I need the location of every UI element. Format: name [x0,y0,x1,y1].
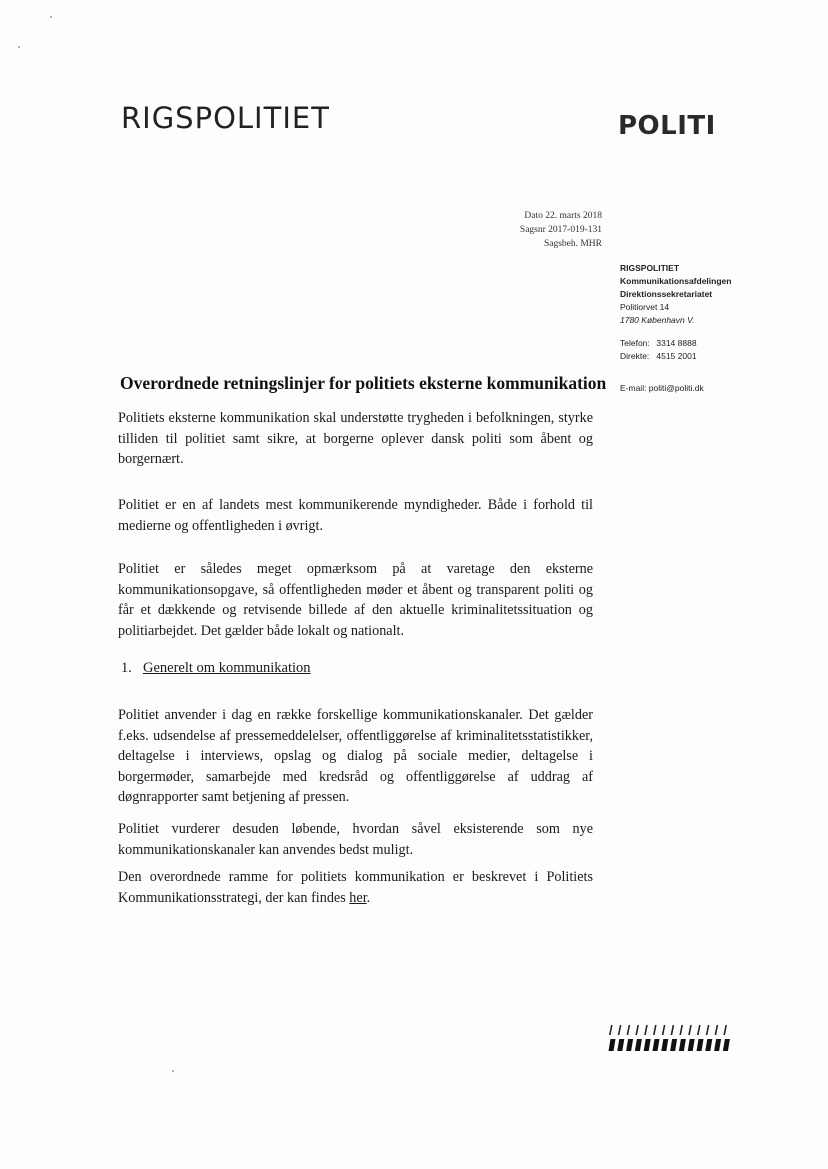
scan-speck [18,46,20,48]
direct-phone-label: Direkte: [620,351,650,361]
intro-paragraph-3: Politiet er således meget opmærksom på at varetage den eksterne kommunikationsopgave, så offentligheden møder et åbent og transparent politi og får et dækkende og retvisende billede af den aktuelle kriminalitetssituation og politiarbejdet. Det gælder både lokalt og nationalt. [118,561,593,639]
stripe-thick [688,1039,695,1051]
scan-speck [50,16,52,18]
stripe-thin [627,1025,631,1035]
section-paragraph-3 [118,867,593,908]
section-paragraph-1: Politiet anvender i dag en række forskellige kommunikationskanaler. Det gælder f.eks. udsendelse af pressemeddelelser, offentliggørelse af kriminalitetsstatistikker, deltagelse i interviews, opslag og dialog på sociale medier, deltagelse i borgermøder, samarbejde med kredsråd og offentliggørelse af uddrag af døgnrapporter samt betjening af pressen. [118,707,593,805]
stripe-thick [617,1039,624,1051]
document-title: Overordnede retningslinjer for politiets eksterne kommunikation [120,373,607,393]
sender-department: Kommunikationsafdelingen [620,276,732,286]
stripe-thick [653,1039,660,1051]
stripe-thick [661,1039,668,1051]
scan-speck [172,1070,174,1072]
stripe-thin [697,1025,701,1035]
strategy-link[interactable]: her [349,889,367,906]
sender-email: E-mail: politi@politi.dk [620,383,704,393]
stripe-thick [644,1039,651,1051]
stripe-thin [671,1025,675,1035]
stripe-thin [715,1025,719,1035]
direct-phone-number: 4515 2001 [656,351,697,361]
stripe-thick [714,1039,721,1051]
stripe-thin [635,1025,639,1035]
paragraph-text: Den overordnede ramme for politiets kommunikation er beskrevet i Politiets Kommunikationsstrategi, der kan findes [118,869,593,906]
stripe-thick [609,1039,616,1051]
stripe-thick [626,1039,633,1051]
intro-paragraph-1: Politiets eksterne kommunikation skal understøtte trygheden i befolkningen, styrke tilliden til politiet samt sikre, at borgerne oplever dansk politi som åbent og borgernært. [118,410,593,467]
stripe-thick [723,1039,730,1051]
sender-city: 1780 København V. [620,315,695,325]
sender-office: Direktionssekretariatet [620,289,713,299]
phone-label: Telefon: [620,338,650,348]
stripe-thin [723,1025,727,1035]
section-number: 1. [121,660,132,676]
date-line: Dato 22. marts 2018 [524,211,602,221]
stripe-thick [679,1039,686,1051]
stripe-thin [706,1025,710,1035]
stripe-thick [705,1039,712,1051]
stripe-thick [670,1039,677,1051]
case-number-line: Sagsnr 2017-019-131 [519,225,602,235]
paragraph-end: . [366,889,371,906]
case-handler-line: Sagsbeh. MHR [543,239,602,249]
phone-number: 3314 8888 [656,338,697,348]
stripe-thin [688,1025,692,1035]
stripe-thin [609,1025,613,1035]
sender-address-block [620,262,820,363]
stripe-thin [662,1025,666,1035]
section-heading-text: Generelt om kommunikation [143,660,311,676]
stripe-thick [697,1039,704,1051]
direct-phone-row [620,350,820,363]
org-wordmark: RIGSPOLITIET [121,101,330,135]
stripe-thin [644,1025,648,1035]
stripe-thin [653,1025,657,1035]
sender-street: Politiorvet 14 [620,302,670,312]
stripe-thin [679,1025,683,1035]
politi-logo: POLITI [618,111,716,141]
stripe-thin [618,1025,622,1035]
phone-row [620,337,820,350]
police-stripe-mark [606,1024,731,1052]
sender-org: RIGSPOLITIET [620,263,680,273]
case-metadata [480,209,602,251]
intro-paragraph-2: Politiet er en af landets mest kommunikerende myndigheder. Både i forhold til medierne og offentligheden i øvrigt. [118,497,593,534]
section-paragraph-2: Politiet vurderer desuden løbende, hvordan såvel eksisterende som nye kommunikationskanaler kan anvendes bedst muligt. [118,821,593,858]
stripe-thick [635,1039,642,1051]
section-heading [121,660,311,677]
